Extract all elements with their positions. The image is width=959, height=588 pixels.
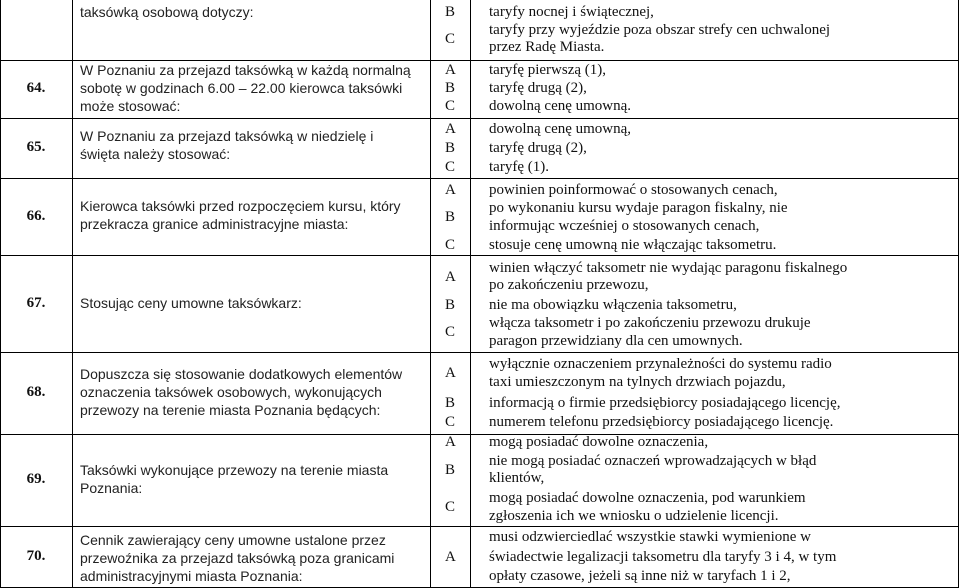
answer-text: informacją o firmie przedsiębiorcy posiadającego licencję, xyxy=(489,395,841,411)
answer-letter: A xyxy=(445,434,456,450)
answer-text: włącza taksometr i po zakończeniu przewozu drukuje xyxy=(489,315,811,331)
answer-text: taxi umieszczonym na tylnych drzwiach pojazdu, xyxy=(489,374,786,390)
answer-text: powinien poinformować o stosowanych cenach, xyxy=(489,182,778,198)
question-text: W Poznaniu za przejazd taksówką w każdą normalną xyxy=(80,62,411,78)
question-text: Cennik zawierający ceny umowne ustalone przez xyxy=(80,532,386,548)
answer-letter: A xyxy=(445,182,456,198)
answer-letter: A xyxy=(445,365,456,381)
question-text: święta należy stosować: xyxy=(80,146,231,162)
answer-text: dowolną cenę umowną, xyxy=(489,121,632,137)
answer-text: dowolną cenę umowną. xyxy=(489,98,632,114)
question-text: administracyjnymi miasta Poznania: xyxy=(80,568,303,584)
answer-letter: C xyxy=(445,98,456,114)
answer-letter: B xyxy=(445,462,456,478)
answer-letter: C xyxy=(445,499,456,515)
answer-letter: C xyxy=(445,237,456,253)
answer-text: stosuje cenę umowną nie włączając taksometru. xyxy=(489,237,777,253)
answer-letter: C xyxy=(445,159,456,175)
answer-letter: B xyxy=(445,395,456,411)
answer-text: taryfy przy wyjeździe poza obszar strefy cen uchwalonej xyxy=(489,22,831,38)
question-text: Taksówki wykonujące przewozy na terenie miasta xyxy=(80,462,389,478)
question-text: sobotę w godzinach 6.00 – 22.00 kierowca taksówki xyxy=(80,80,403,96)
answer-letter: B xyxy=(445,4,456,20)
answer-text: paragon przewidziany dla cen umownych. xyxy=(489,333,743,349)
answer-letter: A xyxy=(445,121,456,137)
answer-text: winien włączyć taksometr nie wydając paragonu fiskalnego xyxy=(489,260,848,276)
question-text: Poznania: xyxy=(80,480,143,496)
answer-letter: C xyxy=(445,324,456,340)
answer-text: numerem telefonu przedsiębiorcy posiadającego licencję. xyxy=(489,414,834,430)
row-divider xyxy=(0,255,959,256)
answer-letter: A xyxy=(445,549,456,565)
question-text: przewozy na terenie miasta Poznania będących: xyxy=(80,402,381,418)
answer-text: taryfę drugą (2), xyxy=(489,80,587,96)
answer-letter: B xyxy=(445,80,456,96)
row-divider xyxy=(0,118,959,119)
answer-text: opłaty czasowe, jeżeli są inne niż w taryfach 1 i 2, xyxy=(489,568,791,584)
row-divider xyxy=(0,60,959,61)
answer-letter: A xyxy=(445,62,456,78)
row-divider xyxy=(0,526,959,527)
answer-letter: B xyxy=(445,140,456,156)
answer-text: po wykonaniu kursu wydaje paragon fiskalny, nie xyxy=(489,200,788,216)
row-divider xyxy=(0,178,959,179)
question-text: Kierowca taksówki przed rozpoczęciem kursu, który xyxy=(80,198,401,214)
answer-text: mogą posiadać dowolne oznaczenia, xyxy=(489,434,709,450)
answer-text: taryfę pierwszą (1), xyxy=(489,62,607,78)
question-text: przekracza granice administracyjne miasta: xyxy=(80,216,349,232)
question-text: Dopuszcza się stosowanie dodatkowych elementów xyxy=(80,366,403,382)
answer-text: musi odzwierciedlać wszystkie stawki wymienione w xyxy=(489,529,812,545)
answer-text: taryfy nocnej i świątecznej, xyxy=(489,4,654,20)
question-number: 69. xyxy=(26,471,46,487)
answer-letter: A xyxy=(445,269,456,285)
answer-text: zgłoszenia ich we wniosku o udzielenie licencji. xyxy=(489,508,779,524)
answer-letter: B xyxy=(445,297,456,313)
column-divider-number xyxy=(72,0,73,588)
row-divider xyxy=(0,352,959,353)
question-number: 68. xyxy=(26,384,46,400)
question-text: Stosując ceny umowne taksówkarz: xyxy=(80,295,302,311)
answer-letter: B xyxy=(445,209,456,225)
question-text: może stosować: xyxy=(80,98,181,114)
question-text: W Poznaniu za przejazd taksówką w niedzielę i xyxy=(80,128,374,144)
answer-letter: C xyxy=(445,31,456,47)
question-text: oznaczenia taksówek osobowych, wykonujących xyxy=(80,384,382,400)
question-number: 65. xyxy=(26,139,46,155)
question-text: przewoźnika za przejazd taksówką poza granicami xyxy=(80,550,395,566)
answer-text: nie ma obowiązku włączenia taksometru, xyxy=(489,297,737,313)
question-number: 67. xyxy=(26,295,46,311)
question-text: taksówką osobową dotyczy: xyxy=(80,4,254,20)
answer-text: nie mogą posiadać oznaczeń wprowadzających w błąd xyxy=(489,453,817,469)
answer-text: świadectwie legalizacji taksometru dla taryfy 3 i 4, w tym xyxy=(489,549,837,565)
column-divider-letter xyxy=(470,0,471,588)
answer-text: taryfę (1). xyxy=(489,159,549,175)
question-number: 66. xyxy=(26,208,46,224)
answer-text: wyłącznie oznaczeniem przynależności do systemu radio xyxy=(489,356,832,372)
answer-letter: C xyxy=(445,414,456,430)
answer-text: mogą posiadać dowolne oznaczenia, pod warunkiem xyxy=(489,490,806,506)
question-number: 70. xyxy=(26,548,46,564)
row-divider xyxy=(0,434,959,435)
answer-text: klientów, xyxy=(489,470,545,486)
answer-text: taryfę drugą (2), xyxy=(489,140,587,156)
column-divider-question xyxy=(430,0,431,588)
answer-text: po zakończeniu przewozu, xyxy=(489,277,649,293)
question-number: 64. xyxy=(26,80,46,96)
answer-text: przez Radę Miasta. xyxy=(489,39,605,55)
answer-text: informując wcześniej o stosowanych cenach, xyxy=(489,218,760,234)
